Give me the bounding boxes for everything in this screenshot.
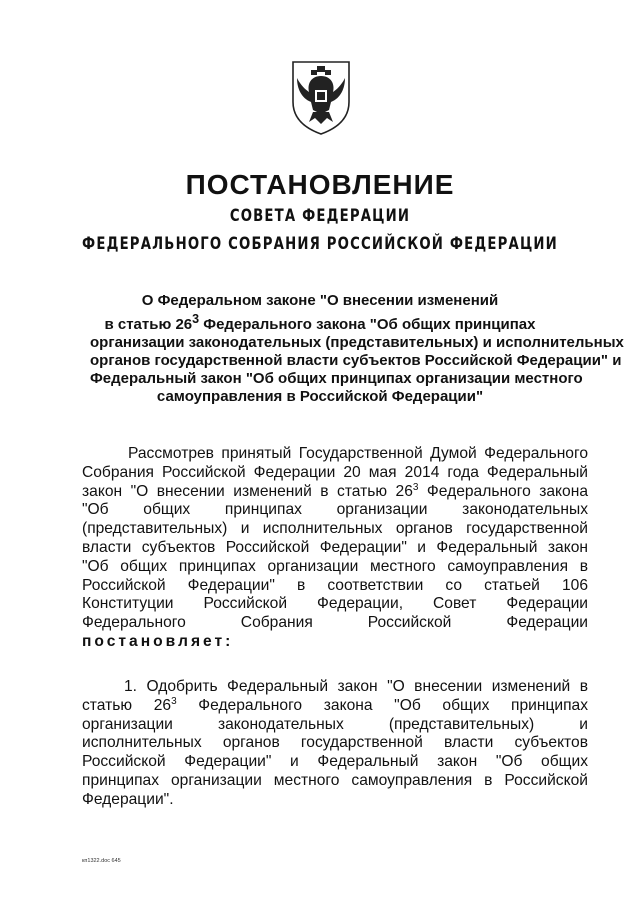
paragraph-line: Федерального Собрания Российской Федерации bbox=[82, 614, 588, 632]
issuing-body-line-1: СОВЕТА ФЕДЕРАЦИИ bbox=[229, 206, 411, 226]
paragraph-line: Рассмотрев принятый Государственной Думой Федерального bbox=[128, 445, 588, 462]
heading-line: организации законодательных (представительных) и исполнительных bbox=[90, 334, 624, 351]
heading-line: самоуправления в Российской Федерации" bbox=[156, 388, 484, 405]
paragraph-line: власти субъектов Российской Федерации" и Федеральный закон bbox=[82, 538, 588, 556]
document-title: ПОСТАНОВЛЕНИЕ bbox=[185, 169, 455, 200]
paragraph-line: организации законодательных (представительных) и bbox=[82, 715, 588, 733]
paragraph-line: Собрания Российской Федерации 20 мая 2014 года Федеральный bbox=[82, 463, 588, 481]
paragraph-line: "Об общих принципах организации местного самоуправления в bbox=[82, 557, 588, 575]
paragraph-line: принципах организации местного самоуправления в Российской bbox=[82, 771, 588, 789]
paragraph-line: Российской Федерации" в соответствии со статьей 106 bbox=[82, 576, 588, 594]
paragraph-line: закон "О внесении изменений в статью $26^3$ Федерального закона bbox=[82, 481, 588, 500]
heading-line: в статью $26^3$ Федерального закона "Об общих принципах bbox=[104, 312, 536, 333]
resolution-subject-heading bbox=[90, 292, 624, 406]
russian-coat-of-arms-icon bbox=[289, 58, 353, 136]
resolves-keyword: постановляет: bbox=[82, 632, 234, 650]
paragraph-line: статью $26^3$ Федерального закона "Об общих принципах bbox=[82, 695, 589, 714]
paragraph-line: 1. Одобрить Федеральный закон "О внесении изменений в bbox=[124, 678, 588, 695]
heading-line: Федеральный закон "Об общих принципах организации местного bbox=[90, 370, 583, 387]
heading-line: О Федеральном законе "О внесении изменений bbox=[141, 292, 499, 309]
paragraph-line: исполнительных органов государственной власти субъектов bbox=[82, 734, 588, 752]
heading-line: органов государственной власти субъектов Российской Федерации" и bbox=[90, 352, 622, 369]
issuing-body-line-2: ФЕДЕРАЛЬНОГО СОБРАНИЯ РОССИЙСКОЙ ФЕДЕРАЦИИ bbox=[82, 234, 558, 254]
paragraph-line: "Об общих принципах организации законодательных bbox=[82, 501, 588, 519]
paragraph-line: (представительных) и исполнительных органов государственной bbox=[82, 520, 588, 538]
item-1-paragraph bbox=[82, 678, 588, 810]
paragraph-line: Конституции Российской Федерации, Совет Федерации bbox=[82, 595, 588, 613]
paragraph-line: Российской Федерации" и Федеральный закон "Об общих bbox=[82, 753, 588, 771]
document-file-code: кп1322.doc 645 bbox=[82, 858, 121, 864]
preamble-paragraph bbox=[82, 445, 588, 652]
paragraph-line: Федерации". bbox=[82, 790, 174, 808]
